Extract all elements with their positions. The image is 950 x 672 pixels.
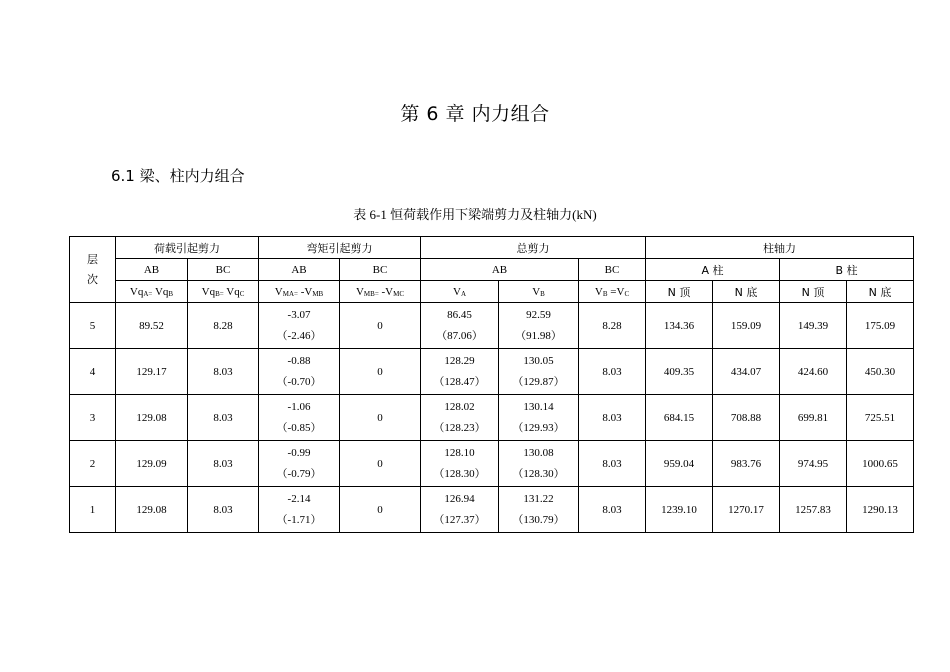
column-a-n-top-cell: 134.36 <box>646 303 713 349</box>
table-body <box>70 303 914 533</box>
adjusted-value: （-2.46） <box>276 329 322 342</box>
vm-bc-cell: 0 <box>340 441 421 487</box>
load-shear-ab-header: AB <box>116 259 188 281</box>
vb-vc-header: $V_B =V_C$ <box>579 281 646 303</box>
value: -0.88 <box>287 354 311 367</box>
value: 130.05 <box>523 354 554 367</box>
adjusted-value: （129.87） <box>512 375 565 388</box>
vq-bc-header: $Vq_{B=}$ $Vq_C$ <box>188 281 259 303</box>
adjusted-value: （128.30） <box>433 467 486 480</box>
va-cell <box>421 395 499 441</box>
value: 128.02 <box>444 400 475 413</box>
column-b-n-top-header: N 顶 <box>780 281 847 303</box>
vm-ab-cell <box>259 487 340 533</box>
column-b-n-bottom-cell: 175.09 <box>847 303 914 349</box>
value: 128.29 <box>444 354 475 367</box>
vbc-cell: 8.03 <box>579 487 646 533</box>
floor-cell: 5 <box>70 303 116 349</box>
column-a-n-top-cell: 1239.10 <box>646 487 713 533</box>
value: -3.07 <box>287 308 311 321</box>
load-shear-bc-header: BC <box>188 259 259 281</box>
vb-cell <box>499 349 579 395</box>
vbc-cell: 8.28 <box>579 303 646 349</box>
adjusted-value: （-0.79） <box>276 467 322 480</box>
floor-cell: 3 <box>70 395 116 441</box>
column-b-n-bottom-cell: 450.30 <box>847 349 914 395</box>
adjusted-value: （128.30） <box>512 467 565 480</box>
table-caption: 表 6-1 恒荷载作用下梁端剪力及柱轴力(kN) <box>353 207 597 222</box>
vq-bc-cell: 8.03 <box>188 487 259 533</box>
vq-bc-cell: 8.03 <box>188 441 259 487</box>
vq-ab-cell: 89.52 <box>116 303 188 349</box>
value: 130.14 <box>523 400 554 413</box>
column-b-n-top-cell: 149.39 <box>780 303 847 349</box>
value: -0.99 <box>287 446 311 459</box>
column-a-n-bottom-cell: 159.09 <box>713 303 780 349</box>
adjusted-value: （128.47） <box>433 375 486 388</box>
vm-bc-cell: 0 <box>340 395 421 441</box>
va-cell <box>421 441 499 487</box>
vb-header: $V_B$ <box>499 281 579 303</box>
column-b-n-bottom-cell: 1000.65 <box>847 441 914 487</box>
va-cell <box>421 303 499 349</box>
adjusted-value: （128.23） <box>433 421 486 434</box>
column-a-header: A 柱 <box>646 259 780 281</box>
column-a-n-top-cell: 959.04 <box>646 441 713 487</box>
table-row <box>70 349 914 395</box>
column-a-n-bottom-cell: 434.07 <box>713 349 780 395</box>
table-row <box>70 395 914 441</box>
value: 128.10 <box>444 446 475 459</box>
vq-ab-cell: 129.08 <box>116 395 188 441</box>
adjusted-value: （127.37） <box>433 513 486 526</box>
vq-bc-cell: 8.28 <box>188 303 259 349</box>
adjusted-value: （91.98） <box>515 329 562 342</box>
column-a-n-top-cell: 409.35 <box>646 349 713 395</box>
vm-ab-cell <box>259 441 340 487</box>
chapter-title: 第 6 章 内力组合 <box>400 103 550 125</box>
total-shear-ab-header: AB <box>421 259 579 281</box>
value: -1.06 <box>287 400 311 413</box>
va-header: $V_A$ <box>421 281 499 303</box>
floor-cell: 2 <box>70 441 116 487</box>
column-b-n-top-cell: 699.81 <box>780 395 847 441</box>
value: 92.59 <box>526 308 551 321</box>
moment-shear-bc-header: BC <box>340 259 421 281</box>
column-a-n-bottom-cell: 983.76 <box>713 441 780 487</box>
floor-header: 层次 <box>70 237 116 303</box>
vm-ab-cell <box>259 349 340 395</box>
column-a-n-bottom-header: N 底 <box>713 281 780 303</box>
value: -2.14 <box>287 492 311 505</box>
column-b-n-top-cell: 424.60 <box>780 349 847 395</box>
vq-bc-cell: 8.03 <box>188 349 259 395</box>
vm-ab-cell <box>259 303 340 349</box>
adjusted-value: （-0.85） <box>276 421 322 434</box>
column-b-n-top-cell: 1257.83 <box>780 487 847 533</box>
floor-cell: 1 <box>70 487 116 533</box>
vm-bc-header: $V_{MB=}$ $-V_{MC}$ <box>340 281 421 303</box>
vm-bc-cell: 0 <box>340 303 421 349</box>
shear-axial-force-table <box>69 236 914 533</box>
vbc-cell: 8.03 <box>579 441 646 487</box>
va-cell <box>421 487 499 533</box>
adjusted-value: （-1.71） <box>276 513 322 526</box>
column-a-n-top-header: N 顶 <box>646 281 713 303</box>
column-b-n-bottom-cell: 725.51 <box>847 395 914 441</box>
section-heading: 6.1 梁、柱内力组合 <box>111 167 245 185</box>
vq-bc-cell: 8.03 <box>188 395 259 441</box>
table-row <box>70 303 914 349</box>
total-shear-group-header: 总剪力 <box>421 237 646 259</box>
vm-bc-cell: 0 <box>340 349 421 395</box>
vm-ab-cell <box>259 395 340 441</box>
vb-cell <box>499 441 579 487</box>
vq-ab-cell: 129.17 <box>116 349 188 395</box>
value: 126.94 <box>444 492 475 505</box>
vm-ab-header: $V_{MA=}$ $-V_{MB}$ <box>259 281 340 303</box>
column-b-header: B 柱 <box>780 259 914 281</box>
vb-cell <box>499 487 579 533</box>
adjusted-value: （87.06） <box>436 329 483 342</box>
column-a-n-top-cell: 684.15 <box>646 395 713 441</box>
vb-cell <box>499 395 579 441</box>
value: 130.08 <box>523 446 554 459</box>
value: 86.45 <box>447 308 472 321</box>
vq-ab-cell: 129.09 <box>116 441 188 487</box>
moment-shear-ab-header: AB <box>259 259 340 281</box>
vq-ab-header: $Vq_{A=}$ $Vq_B$ <box>116 281 188 303</box>
floor-cell: 4 <box>70 349 116 395</box>
table-row <box>70 441 914 487</box>
moment-shear-group-header: 弯矩引起剪力 <box>259 237 421 259</box>
column-b-n-top-cell: 974.95 <box>780 441 847 487</box>
adjusted-value: （130.79） <box>512 513 565 526</box>
value: 131.22 <box>523 492 554 505</box>
vb-cell <box>499 303 579 349</box>
column-a-n-bottom-cell: 708.88 <box>713 395 780 441</box>
column-a-n-bottom-cell: 1270.17 <box>713 487 780 533</box>
vm-bc-cell: 0 <box>340 487 421 533</box>
adjusted-value: （129.93） <box>512 421 565 434</box>
vbc-cell: 8.03 <box>579 395 646 441</box>
load-shear-group-header: 荷载引起剪力 <box>116 237 259 259</box>
column-b-n-bottom-header: N 底 <box>847 281 914 303</box>
vq-ab-cell: 129.08 <box>116 487 188 533</box>
axial-force-group-header: 柱轴力 <box>646 237 914 259</box>
adjusted-value: （-0.70） <box>276 375 322 388</box>
total-shear-bc-header: BC <box>579 259 646 281</box>
vbc-cell: 8.03 <box>579 349 646 395</box>
va-cell <box>421 349 499 395</box>
table-row <box>70 487 914 533</box>
column-b-n-bottom-cell: 1290.13 <box>847 487 914 533</box>
